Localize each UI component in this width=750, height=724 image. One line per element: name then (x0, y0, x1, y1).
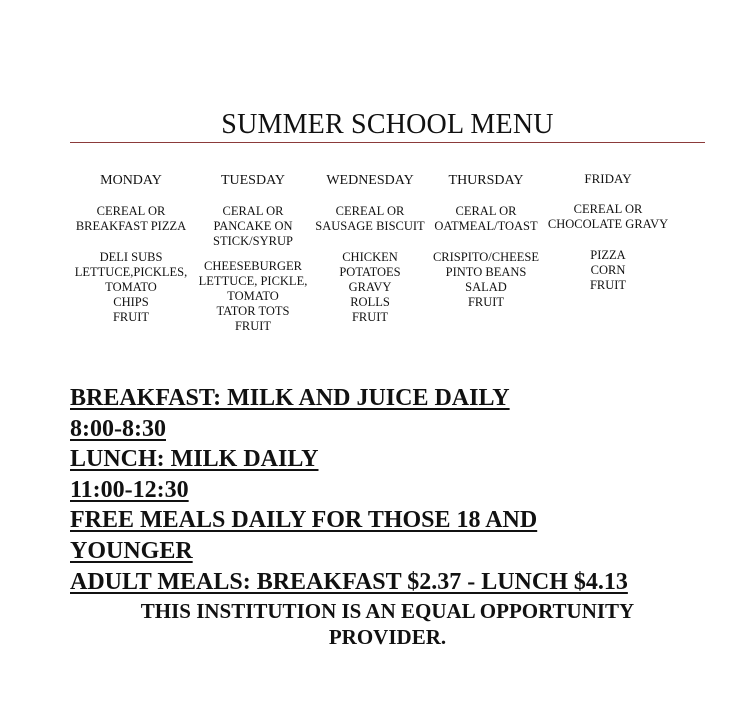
info-line-lunch: LUNCH: MILK DAILY (70, 446, 319, 473)
menu-item: CEREAL OR (335, 204, 405, 218)
menu-item: POTATOES (339, 265, 401, 279)
breakfast-items (426, 204, 546, 234)
info-line-breakfast: BREAKFAST: MILK AND JUICE DAILY (70, 385, 510, 411)
lunch-items (543, 248, 673, 293)
menu-column-friday (543, 170, 673, 293)
breakfast-items (310, 204, 430, 234)
menu-item: TOMATO (105, 280, 157, 294)
menu-item: BREAKFAST PIZZA (75, 219, 187, 233)
menu-item: LETTUCE, PICKLE, (198, 274, 308, 288)
menu-column-tuesday (193, 172, 313, 334)
lunch-items (193, 259, 313, 334)
menu-item: PIZZA (590, 248, 626, 262)
menu-item: CEREAL OR (573, 202, 643, 216)
day-heading: THURSDAY (448, 173, 524, 188)
menu-column-thursday (426, 172, 546, 310)
lunch-items (426, 250, 546, 310)
menu-item: FRUIT (589, 278, 627, 292)
notice-line: THIS INSTITUTION IS AN EQUAL OPPORTUNITY (140, 599, 635, 623)
notice-line: PROVIDER. (328, 625, 447, 649)
info-line-breakfast-time: 8:00-8:30 (70, 415, 166, 442)
info-line-free-meals-cont: YOUNGER (70, 537, 193, 564)
day-heading: WEDNESDAY (326, 173, 414, 188)
info-line-free-meals: FREE MEALS DAILY FOR THOSE 18 AND (70, 507, 538, 534)
page-title: SUMMER SCHOOL MENU (221, 109, 554, 140)
menu-item: FRUIT (234, 319, 272, 333)
menu-item: CHIPS (113, 295, 149, 309)
meal-info (70, 383, 628, 597)
lunch-items (310, 250, 430, 325)
menu-item: STICK/SYRUP (213, 234, 293, 248)
menu-item: SALAD (465, 280, 507, 294)
menu-item: CHEESEBURGER (204, 259, 302, 273)
menu-column-wednesday (310, 172, 430, 325)
breakfast-items (193, 204, 313, 249)
menu-item: CRISPITO/CHEESE (432, 250, 540, 264)
menu-item: CERAL OR (222, 204, 284, 218)
title-divider (70, 142, 705, 143)
menu-item: SAUSAGE BISCUIT (315, 219, 425, 233)
info-line-lunch-time: 11:00-12:30 (70, 476, 189, 503)
menu-item: PINTO BEANS (445, 265, 527, 279)
menu-item: CORN (590, 263, 626, 277)
lunch-items (71, 250, 191, 325)
menu-column-monday (71, 172, 191, 325)
menu-item: CHOCOLATE GRAVY (547, 217, 669, 231)
menu-item: CEREAL OR (96, 204, 166, 218)
menu-item: CHICKEN (342, 250, 398, 264)
menu-item: CERAL OR (455, 204, 517, 218)
menu-item: FRUIT (467, 295, 505, 309)
menu-item: LETTUCE,PICKLES, (74, 265, 188, 279)
menu-item: OATMEAL/TOAST (434, 219, 538, 233)
menu-item: DELI SUBS (99, 250, 163, 264)
breakfast-items (543, 202, 673, 232)
day-heading: MONDAY (100, 173, 162, 188)
breakfast-items (71, 204, 191, 234)
day-heading: FRIDAY (584, 171, 632, 186)
menu-item: GRAVY (348, 280, 392, 294)
equal-opportunity-notice (110, 598, 665, 650)
menu-item: FRUIT (351, 310, 389, 324)
menu-item: TATOR TOTS (216, 304, 290, 318)
menu-item: FRUIT (112, 310, 150, 324)
info-line-adult-meals: ADULT MEALS: BREAKFAST $2.37 - LUNCH $4.13 (70, 568, 628, 595)
menu-item: TOMATO (227, 289, 279, 303)
day-heading: TUESDAY (220, 173, 286, 188)
menu-item: ROLLS (350, 295, 390, 309)
menu-item: PANCAKE ON (213, 219, 293, 233)
